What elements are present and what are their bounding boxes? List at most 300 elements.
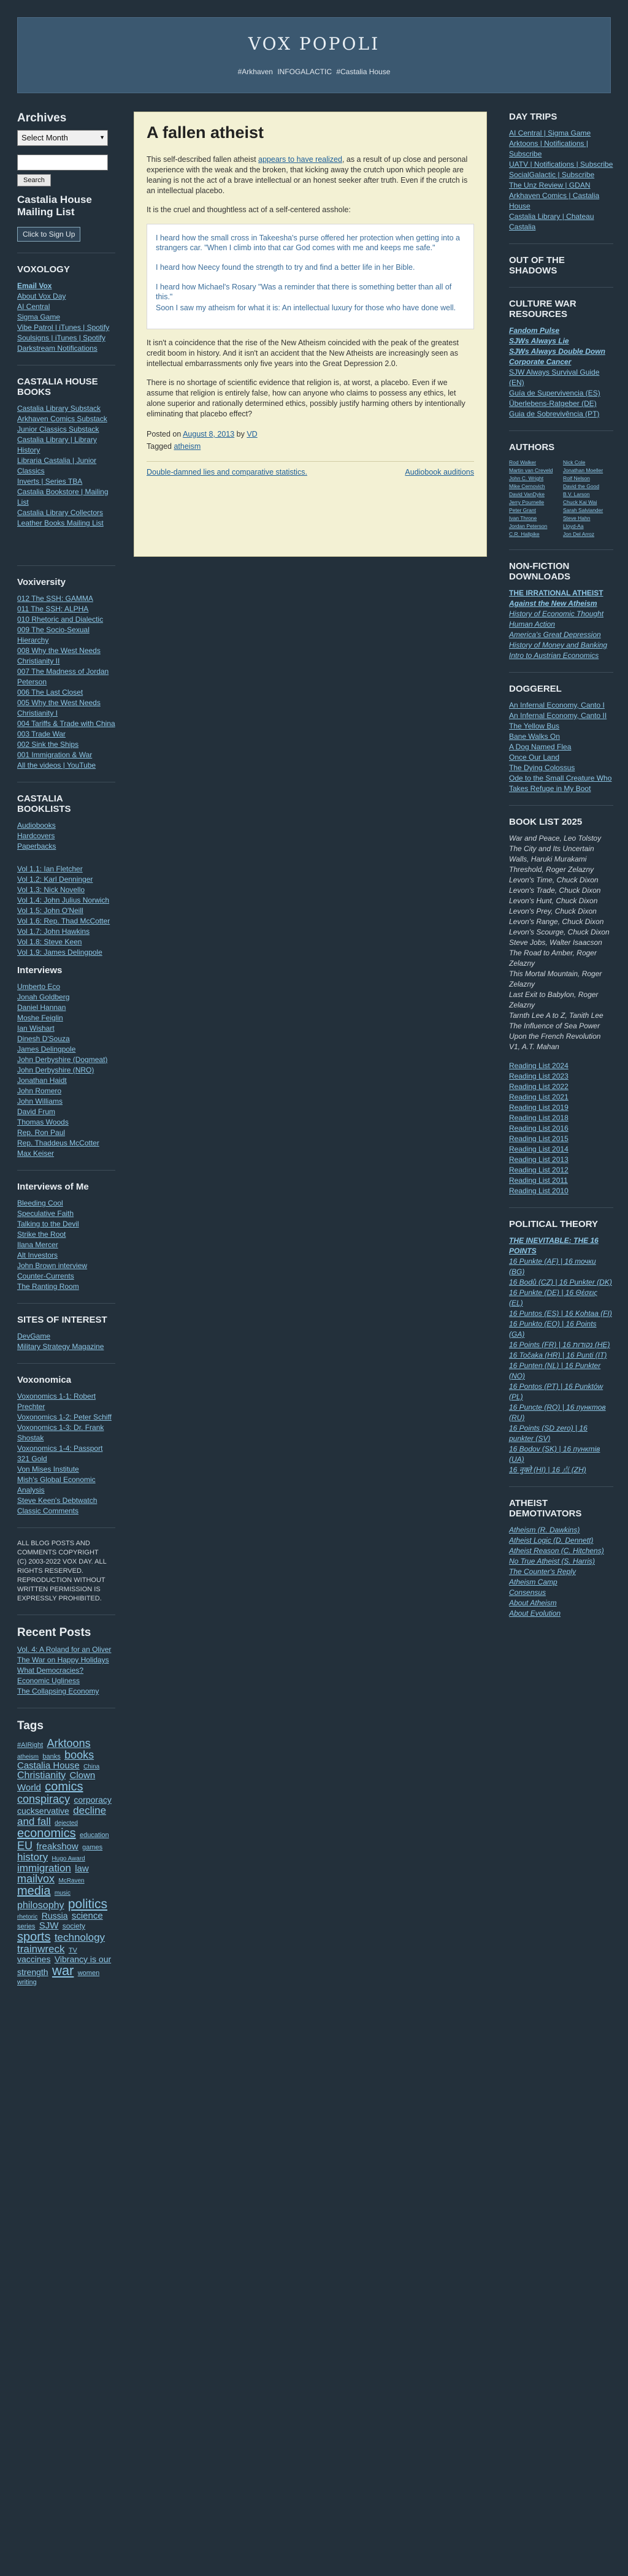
tag-link[interactable]: China [83,1763,100,1770]
tag-link[interactable]: Hugo Award [52,1855,85,1862]
post-navigation [147,468,474,476]
interviews-list [17,982,115,1159]
culture-war-link[interactable]: Corporate Cancer [509,357,572,366]
authors-heading: AUTHORS [509,442,555,453]
reading-list-link[interactable]: Reading List 2022 [509,1082,569,1091]
tag-link[interactable]: atheism [17,1753,39,1760]
interview-link[interactable]: John Williams [17,1097,63,1106]
tag-link[interactable]: politics [67,1897,108,1912]
demotivator-link[interactable]: Atheist Reason (C. Hitchens) [509,1546,604,1555]
tag-link[interactable]: sports [17,1930,51,1944]
tag-link[interactable]: women [77,1970,100,1978]
author-link[interactable]: Jordan Peterson [509,523,548,529]
demotivator-link[interactable]: Consensus [509,1588,546,1597]
tag-cloud [17,1738,115,1986]
tag-link[interactable]: Russia [41,1911,68,1921]
reading-list-link[interactable]: Reading List 2014 [509,1145,569,1153]
booklist-link[interactable]: Audiobooks [17,821,56,830]
booklist-item: Levon's Scourge, Chuck Dixon [509,928,610,936]
culture-war-heading: CULTURE WAR RESOURCES [509,299,576,319]
voxiversity-link[interactable]: 008 Why the West Needs Christianity II [17,646,101,665]
voxiversity-link[interactable]: 005 Why the West Needs Christianity I [17,698,101,717]
archives-select[interactable] [17,130,108,146]
volume-link[interactable]: Vol 1.9: James Delingpole [17,948,102,957]
reading-list-link[interactable]: Reading List 2021 [509,1093,569,1101]
author-link[interactable]: Jon Del Arroz [563,531,595,537]
interview-me-link[interactable]: The Ranting Room [17,1282,79,1291]
interview-me-link[interactable]: Bleeding Cool [17,1199,63,1207]
tag-link[interactable]: dejected [55,1820,78,1827]
voxiversity-link[interactable]: 003 Trade War [17,730,66,738]
sites-list [17,1331,115,1352]
reading-list-link[interactable]: Reading List 2015 [509,1134,569,1143]
tag-link[interactable]: Castalia House [17,1760,80,1771]
political-theory-heading: POLITICAL THEORY [509,1219,599,1229]
divider [147,461,474,462]
tag-link[interactable]: writing [17,1978,37,1986]
tag-link[interactable]: SJW [39,1921,59,1932]
daytrip-link[interactable]: The Unz Review | GDAN [509,181,591,189]
voxonomica-link[interactable]: Classic Comments [17,1507,79,1515]
voxiversity-link[interactable]: All the videos | YouTube [17,761,96,770]
author-link[interactable]: Steve Hahn [563,515,591,521]
tag-link[interactable]: corporacy [74,1795,112,1805]
reading-list-link[interactable]: Reading List 2012 [509,1166,569,1174]
books-link[interactable]: Libraria Castalia | Junior Classics [17,456,97,475]
voxonomica-link[interactable]: Von Mises Institute [17,1465,79,1473]
interview-me-link[interactable]: Ilana Mercer [17,1240,58,1249]
booklist-item: Last Exit to Babylon, Roger Zelazny [509,990,599,1009]
booklist-item: War and Peace, Leo Tolstoy [509,834,602,843]
reading-list-link[interactable]: Reading List 2013 [509,1155,569,1164]
doggerel-link[interactable]: An Infernal Economy, Canto II [509,711,607,720]
quote-paragraph: I heard how the small cross in Takeesha's purse offered her protection when getting into a strangers car. "When I climb into that car God comes with me and keeps me safe." [156,234,460,252]
tag-link[interactable]: cuckservative [17,1806,69,1816]
voxonomica-link[interactable]: Voxonomics 1-4: Passport 321 Gold [17,1444,103,1463]
site-link[interactable]: DevGame [17,1332,51,1340]
culture-war-link[interactable]: Guía de Supervivencia (ES) [509,389,600,397]
voxonomica-link[interactable]: Voxonomics 1-3: Dr. Frank Shostak [17,1423,104,1442]
nonfiction-link[interactable]: Intro to Austrian Economics [509,651,599,660]
reading-lists [509,1061,613,1196]
voxiversity-link[interactable]: 010 Rhetoric and Dialectic [17,615,104,624]
copyright-notice: ALL BLOG POSTS AND COMMENTS COPYRIGHT (C) 2003-2022 VOX DAY. ALL RIGHTS RESERVED. REPRODUCTION WITHOUT WRITTEN PERMISSION IS EXPRESSLY PROHIBITED. [17,1540,107,1602]
interview-me-link[interactable]: Strike the Root [17,1230,66,1239]
author-link[interactable]: David VanDyke [509,491,545,497]
tagged-label: Tagged [147,442,174,451]
post-date-link[interactable]: August 8, 2013 [183,430,235,438]
tag-link[interactable]: immigration [17,1862,71,1874]
left-sidebar [17,112,115,1986]
demotivator-link[interactable]: No True Atheist (S. Harris) [509,1557,595,1565]
interview-link[interactable]: David Frum [17,1107,56,1116]
interview-me-link[interactable]: Talking to the Devil [17,1220,79,1228]
divider [17,1170,115,1171]
divider [509,430,613,431]
quote-paragraph: I heard how Neecy found the strength to try and find a better life in her Bible. [156,263,415,272]
books-link[interactable]: Castalia Library Collectors [17,508,104,517]
author-link[interactable]: Chuck Kai Wai [563,499,597,505]
voxology-link[interactable]: Darkstream Notifications [17,344,98,353]
booklist-item: The Road to Amber, Roger Zelazny [509,949,597,968]
booklist-link[interactable]: Paperbacks [17,842,56,850]
sixteen-points-language-link[interactable]: 16 Punkto (EO) | 16 Points (GA) [509,1320,597,1339]
post-author-link[interactable]: VD [247,430,258,438]
volume-link[interactable]: Vol 1.5: John O'Neill [17,906,83,915]
tag-link[interactable]: society [62,1922,86,1931]
culture-war-link[interactable]: Überlebens-Ratgeber (DE) [509,399,597,408]
nonfiction-link[interactable]: History of Money and Banking [509,641,608,649]
author-link[interactable]: C.R. Hallpike [509,531,540,537]
books-link[interactable]: Arkhaven Comics Substack [17,415,107,423]
tag-link[interactable]: economics [17,1826,76,1840]
sixteen-points-language-link[interactable]: 16 Punkte (AF) | 16 точки (BG) [509,1257,596,1276]
tag-link[interactable]: conspiracy [17,1793,71,1806]
sixteen-points-language-link[interactable]: 16 Bodů (CZ) | 16 Punkter (DK) [509,1278,612,1286]
books-link[interactable]: Leather Books Mailing List [17,519,104,527]
signup-button[interactable]: Click to Sign Up [17,227,80,242]
volume-link[interactable]: Vol 1.1: Ian Fletcher [17,865,83,873]
interview-link[interactable]: Rep. Thaddeus McCotter [17,1139,99,1147]
demotivator-link[interactable]: The Counter's Reply [509,1567,576,1576]
nonfiction-link[interactable]: Against the New Atheism [509,599,597,608]
voxology-list [17,281,115,354]
header-tag-castalia[interactable]: #Castalia House [336,67,391,76]
post-tag-link[interactable]: atheism [174,442,201,451]
tag-link[interactable]: vaccines [17,1954,51,1964]
post-tags [147,440,474,453]
tag-link[interactable]: media [17,1884,51,1898]
interview-link[interactable]: Jonah Goldberg [17,993,70,1001]
voxology-link[interactable]: About Vox Day [17,292,66,300]
sixteen-points-language-link[interactable]: 16 Bodov (SK) | 16 пунктів (UA) [509,1445,600,1464]
nonfiction-link[interactable]: America's Great Depression [509,630,601,639]
tag-link[interactable]: rhetoric [17,1914,38,1921]
demotivators-list [509,1525,613,1619]
author-link[interactable]: John C. Wright [509,475,544,481]
interview-link[interactable]: Dinesh D'Souza [17,1034,70,1043]
voxonomica-list [17,1391,115,1516]
divider [509,672,613,673]
author-link[interactable]: Ivan Throne [509,515,537,521]
post-text: , as a result of up close and personal experience with the weak and the broken, that kicking away the crutch upon which people are leaning is not the act of a brave intellectual or an honest seeker after truth. Even if the crutch is an intellectual placebo. [147,155,468,195]
daytrip-link[interactable]: AI Central | Sigma Game [509,129,591,137]
voxiversity-list [17,594,115,771]
booklist-item: Tarnth Lee A to Z, Tanith Lee [509,1011,603,1020]
author-link[interactable]: Sarah Salviander [563,507,603,513]
nonfiction-link[interactable]: THE IRRATIONAL ATHEIST [509,589,603,597]
tag-link[interactable]: Christianity [17,1770,66,1781]
post-title[interactable]: A fallen atheist [147,123,264,142]
sixteen-points-language-link[interactable]: 16 Pontos (PT) | 16 Punktów (PL) [509,1382,603,1401]
culture-war-link[interactable]: SJW Always Survival Guide (EN) [509,368,600,387]
voxiversity-link[interactable]: 001 Immigration & War [17,751,93,759]
volume-link[interactable]: Vol 1.8: Steve Keen [17,938,82,946]
voxiversity-link[interactable]: 009 The Socio-Sexual Hierarchy [17,625,90,644]
tag-link[interactable]: series [17,1923,36,1931]
recent-post-link[interactable]: Vol. 4: A Roland for an Oliver [17,1645,112,1654]
tags-heading: Tags [17,1719,44,1732]
by-label: by [234,430,247,438]
doggerel-link[interactable]: Bane Walks On [509,732,560,741]
booklists-heading: CASTALIA BOOKLISTS [17,793,71,814]
tag-link[interactable]: music [54,1890,71,1897]
tag-link[interactable]: law [75,1863,89,1874]
post-paragraph: There is no shortage of scientific evidence that religion is, at worst, a placebo. Even if we assume that religion is entirely false, how can anyone who claims to possess any ethics, let alone superior and rationally determined ethics, possibly justify harming others by intentionally eliminating that placebo effect? [147,378,465,418]
books-list [17,403,115,529]
doggerel-link[interactable]: The Yellow Bus [509,722,560,730]
author-link[interactable]: David the Good [563,483,600,489]
doggerel-link[interactable]: Once Our Land [509,753,560,762]
author-link[interactable]: Peter Grant [509,507,536,513]
sixteen-points-language-link[interactable]: 16 Points (SD zero) | 16 punkter (SV) [509,1424,588,1443]
interview-me-link[interactable]: Alt Investors [17,1251,58,1259]
sixteen-points-language-link[interactable]: 16 Puncte (RO) | 16 пунктов (RU) [509,1403,606,1422]
tag-link[interactable]: TV [68,1946,77,1954]
reading-list-link[interactable]: Reading List 2019 [509,1103,569,1112]
site-title[interactable]: VOX POPOLI [248,34,380,54]
tag-link[interactable]: #AIRight [17,1741,44,1749]
tag-link[interactable]: war [52,1963,74,1979]
volume-link[interactable]: Vol 1.7: John Hawkins [17,927,90,936]
sixteen-points-language-link[interactable]: 16 Punten (NL) | 16 Punkter (NO) [509,1361,601,1380]
interview-link[interactable]: Thomas Woods [17,1118,69,1126]
volume-link[interactable]: Vol 1.3: Nick Novello [17,885,85,894]
reading-list-link[interactable]: Reading List 2011 [509,1176,568,1185]
header-tags [18,67,610,76]
tag-link[interactable]: EU [17,1839,33,1852]
author-link[interactable]: Rolf Nelson [563,475,590,481]
tag-link[interactable]: technology [54,1931,105,1943]
author-link[interactable]: Martin van Creveld [509,467,553,473]
archives-select-value: Select Month [21,133,68,142]
doggerel-link[interactable]: Ode to the Small Creature Who Takes Refuge in My Boot [509,774,612,793]
recent-post-link[interactable]: What Democracies? [17,1666,84,1675]
voxology-link[interactable]: AI Central [17,302,50,311]
voxonomica-link[interactable]: Voxonomics 1-1: Robert Prechter [17,1392,96,1411]
post-paragraph [147,155,474,196]
reading-list-link[interactable]: Reading List 2024 [509,1061,569,1070]
books-link[interactable]: Castalia Bookstore | Mailing List [17,487,109,506]
nonfiction-link[interactable]: Human Action [509,620,555,629]
sixteen-points-language-link[interactable]: 16 Točaka (HR) | 16 Punti (IT) [509,1351,607,1359]
daytrip-link[interactable]: UATV | Notifications | Subscribe [509,160,613,169]
daytrip-link[interactable]: Arktoons | Notifications | Subscribe [509,139,588,158]
authors-grid [509,459,613,538]
post-paragraph: It is the cruel and thoughtless act of a self-centered asshole: [147,205,351,214]
site-header [17,17,611,93]
tag-link[interactable]: Arktoons [47,1737,91,1749]
demotivator-link[interactable]: Atheism Camp [509,1578,557,1586]
voxonomica-link[interactable]: Voxonomics 1-2: Peter Schiff [17,1413,112,1421]
post-paragraph: It isn't a coincidence that the rise of the New Atheism coincided with the peak of the greatest credit boom in history. And it isn't an accident that the New Atheists are increasingly seen as intellectual embarrassments only five years into the Great Depression 2.0. [147,338,459,368]
booklist-item: Threshold, Roger Zelazny [509,865,594,874]
recent-post-link[interactable]: The War on Happy Holidays [17,1656,109,1664]
sixteen-points-language-link[interactable]: 16 नुक्ते (HI) | 16 点 (ZH) [509,1466,586,1474]
interview-link[interactable]: James Delingpole [17,1045,76,1053]
author-link[interactable]: Lloyd-Aa [563,523,584,529]
sixteen-points-link[interactable]: THE INEVITABLE: THE 16 POINTS [509,1236,599,1255]
daytrip-link[interactable]: Castalia Library | Chateau Castalia [509,212,594,231]
interview-me-link[interactable]: Speculative Faith [17,1209,74,1218]
voxonomica-heading: Voxonomica [17,1375,72,1385]
blockquote [147,224,474,329]
voxonomica-link[interactable]: Steve Keen's Debtwatch [17,1496,98,1505]
culture-war-link[interactable]: SJWs Always Lie [509,337,569,345]
tag-link[interactable]: Clown World [17,1770,96,1794]
daytrip-link[interactable]: SocialGalactic | Subscribe [509,170,595,179]
tag-link[interactable]: philosophy [17,1900,64,1911]
books-link[interactable]: Inverts | Series TBA [17,477,83,486]
doggerel-link[interactable]: An Infernal Economy, Canto I [509,701,605,709]
recent-post-link[interactable]: Economic Ugliness [17,1676,80,1685]
books-link[interactable]: Castalia Library Substack [17,404,101,413]
sixteen-points-language-link[interactable]: 16 Points (FR) | נקודות 16 (HE) [509,1340,610,1349]
search-input[interactable] [17,155,108,170]
tag-link[interactable]: comics [45,1780,83,1794]
sixteen-points-language-link[interactable]: 16 Puntos (ES) | 16 Kohtaa (FI) [509,1309,612,1318]
voxiversity-link[interactable]: 006 The Last Closet [17,688,83,697]
doggerel-link[interactable]: The Dying Colossus [509,763,575,772]
tag-link[interactable]: history [17,1851,48,1863]
tag-link[interactable]: trainwreck [17,1943,65,1955]
divider [17,1363,115,1364]
doggerel-heading: DOGGEREL [509,684,562,694]
divider [17,1303,115,1304]
voxiversity-link[interactable]: 007 The Madness of Jordan Peterson [17,667,109,686]
tag-link[interactable]: decline and fall [17,1805,107,1828]
right-sidebar [509,112,613,1619]
voxiversity-link[interactable]: 002 Sink the Ships [17,740,79,749]
demotivator-link[interactable]: About Evolution [509,1609,561,1618]
posted-on-label: Posted on [147,430,183,438]
post-source-link[interactable]: appears to have realized [258,155,342,164]
voxology-link[interactable]: Vibe Patrol | iTunes | Spotify [17,323,110,332]
voxonomica-link[interactable]: Mish's Global Economic Analysis [17,1475,96,1494]
reading-list-link[interactable]: Reading List 2016 [509,1124,569,1133]
interview-me-link[interactable]: Counter-Currents [17,1272,74,1280]
shadows-heading: OUT OF THE SHADOWS [509,255,565,276]
interview-link[interactable]: Jonathan Haidt [17,1076,67,1085]
tag-link[interactable]: education [79,1831,109,1839]
volume-link[interactable]: Vol 1.2: Karl Denninger [17,875,93,884]
voxology-heading: VOXOLOGY [17,264,70,275]
divider [509,1207,613,1208]
interviews-heading: Interviews [17,965,63,976]
books-link[interactable]: Junior Classics Substack [17,425,99,434]
books-heading: CASTALIA HOUSE BOOKS [17,376,98,397]
header-tag-arkhaven[interactable]: #Arkhaven [237,67,273,76]
tag-link[interactable]: freakshow [36,1841,78,1852]
author-link[interactable]: Nick Cole [563,459,586,465]
interview-link[interactable]: Ian Wishart [17,1024,55,1033]
booklist-item: Levon's Range, Chuck Dixon [509,917,604,926]
tag-link[interactable]: Vibrancy is our strength [17,1954,112,1978]
author-link[interactable]: Jerry Pournelle [509,499,545,505]
reading-list-link[interactable]: Reading List 2010 [509,1187,569,1195]
booklist-item: Levon's Trade, Chuck Dixon [509,886,601,895]
interview-link[interactable]: John Derbyshire (NRO) [17,1066,94,1074]
nonfiction-heading: NON-FICTION DOWNLOADS [509,561,570,582]
divider [509,287,613,288]
search-button[interactable]: Search [17,174,51,186]
sixteen-points-language-link[interactable]: 16 Punkte (DE) | 16 Θέσεις (EL) [509,1288,598,1307]
demotivator-link[interactable]: Atheist Logic (D. Dennett) [509,1536,594,1545]
interview-link[interactable]: Daniel Hannan [17,1003,66,1012]
header-tag-infogalactic[interactable]: INFOGALACTIC [277,67,332,76]
interview-link[interactable]: Rep. Ron Paul [17,1128,66,1137]
daytrips-heading: DAY TRIPS [509,112,557,122]
tag-link[interactable]: books [64,1748,94,1761]
books-link[interactable]: Castalia Library | Library History [17,435,97,454]
author-link[interactable]: Jonathan Moeller [563,467,603,473]
quote-paragraph: I heard how Michael's Rosary "Was a reminder that there is something better than all of this." [156,283,452,301]
nonfiction-link[interactable]: History of Economic Thought [509,610,604,618]
tag-link[interactable]: science [71,1911,103,1922]
author-link[interactable]: B.V. Larson [563,491,590,497]
volume-link[interactable]: Vol 1.4: John Julius Norwich [17,896,110,904]
culture-war-link[interactable]: Guia de Sobrevivência (PT) [509,410,600,418]
recent-posts-heading: Recent Posts [17,1626,91,1639]
author-link[interactable]: Mike Cernovich [509,483,545,489]
divider [509,805,613,806]
volumes-list [17,864,115,958]
volume-link[interactable]: Vol 1.6: Rep. Thad McCotter [17,917,110,925]
voxiversity-heading: Voxiversity [17,577,66,587]
interview-link[interactable]: John Derbyshire (Dogmeat) [17,1055,108,1064]
post-meta [147,428,474,440]
archives-heading: Archives [17,112,67,124]
previous-post-link[interactable]: Double-damned lies and comparative statistics. [147,468,307,476]
recent-posts-list [17,1645,115,1697]
voxiversity-link[interactable]: 012 The SSH: GAMMA [17,594,93,603]
doggerel-link[interactable]: A Dog Named Flea [509,743,572,751]
voxology-link[interactable]: Sigma Game [17,313,61,321]
daytrip-link[interactable]: Arkhaven Comics | Castalia House [509,191,600,210]
tag-link[interactable]: banks [42,1752,61,1760]
divider [509,549,613,550]
mailing-list-heading: Castalia House Mailing List [17,194,92,218]
voxology-link[interactable]: Soulsigns | iTunes | Spotify [17,334,105,342]
interview-link[interactable]: Moshe Feiglin [17,1014,63,1022]
demotivator-link[interactable]: About Atheism [509,1599,557,1607]
site-link[interactable]: Military Strategy Magazine [17,1342,104,1351]
booklists-list [17,820,115,852]
voxiversity-link[interactable]: 004 Tariffs & Trade with China [17,719,115,728]
next-post-link[interactable]: Audiobook auditions [405,468,474,476]
interview-link[interactable]: Max Keiser [17,1149,55,1158]
reading-list-link[interactable]: Reading List 2018 [509,1114,569,1122]
interview-me-link[interactable]: John Brown interview [17,1261,88,1270]
booklist-link[interactable]: Hardcovers [17,831,55,840]
post-article [134,112,487,557]
voxology-link[interactable]: Email Vox [17,281,52,290]
voxiversity-link[interactable]: 011 The SSH: ALPHA [17,605,89,613]
tag-link[interactable]: games [82,1843,103,1851]
tag-link[interactable]: mailvox [17,1873,55,1886]
reading-list-link[interactable]: Reading List 2023 [509,1072,569,1080]
booklist-list [509,833,613,1052]
tag-link[interactable]: McRaven [58,1878,85,1885]
culture-war-link[interactable]: Fandom Pulse [509,326,560,335]
recent-post-link[interactable]: The Collapsing Economy [17,1687,99,1695]
interview-link[interactable]: Umberto Eco [17,982,61,991]
booklist-item: The City and Its Uncertain Walls, Haruki Murakami [509,844,594,863]
demotivator-link[interactable]: Atheism (R. Dawkins) [509,1526,580,1534]
interview-link[interactable]: John Romero [17,1087,62,1095]
culture-war-link[interactable]: SJWs Always Double Down [509,347,605,356]
author-link[interactable]: Rod Walker [509,459,537,465]
